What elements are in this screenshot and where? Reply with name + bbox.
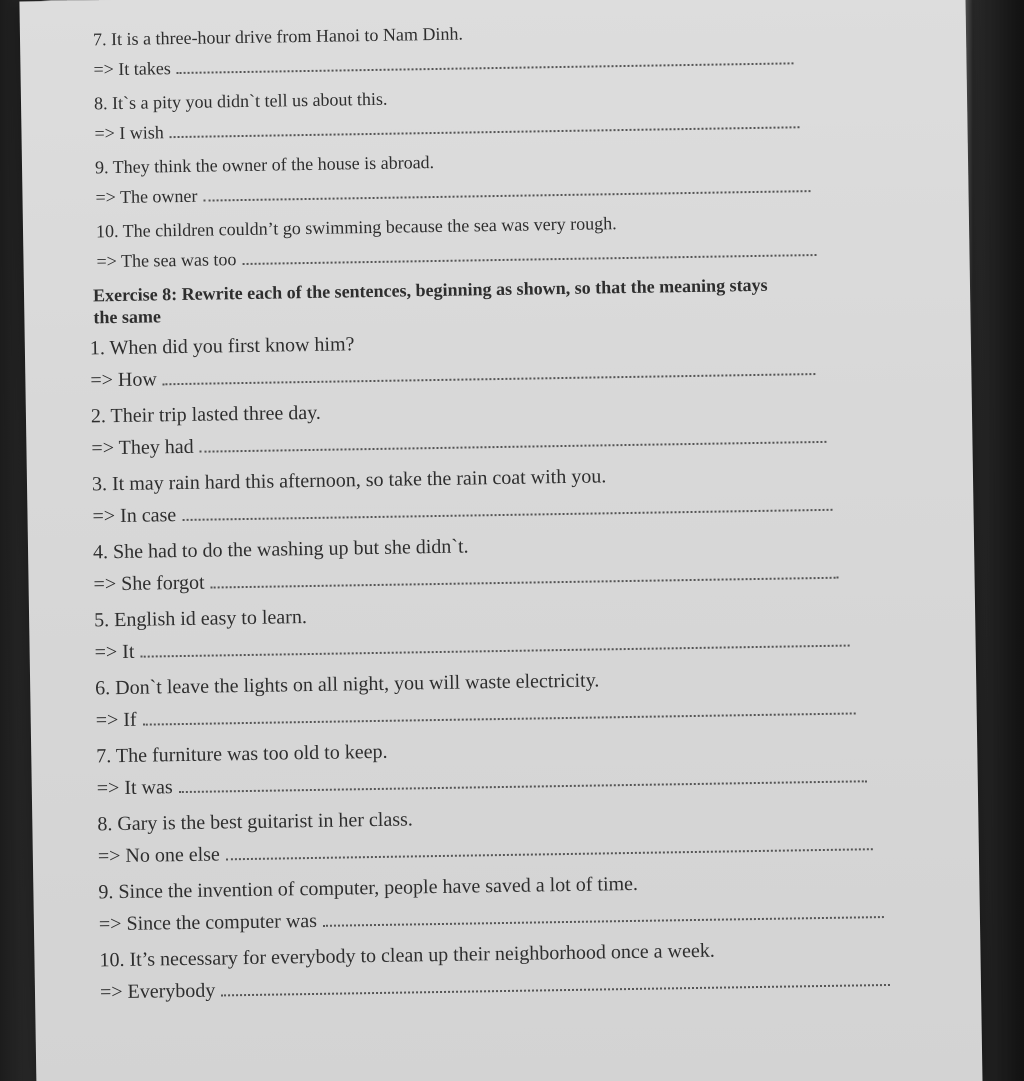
dotted-line (179, 766, 867, 793)
answer-line[interactable] (100, 968, 890, 1004)
dotted-line (203, 176, 810, 202)
answer-prompt: => They had (91, 435, 194, 460)
question-text: 9. Since the invention of computer, people have saved a lot of time. (98, 872, 639, 904)
answer-line[interactable] (96, 239, 816, 272)
question-text: 9. They think the owner of the house is abroad. (94, 152, 435, 178)
dotted-line (170, 112, 800, 138)
dotted-line (199, 427, 826, 453)
worksheet-content (75, 16, 890, 1004)
answer-prompt: => The owner (95, 185, 198, 208)
answer-line[interactable] (93, 47, 793, 80)
answer-line[interactable] (94, 111, 799, 144)
dotted-line (210, 563, 838, 589)
dotted-line (163, 359, 816, 385)
answer-line[interactable] (94, 629, 849, 665)
dotted-line (140, 631, 849, 658)
answer-prompt: => Everybody (99, 979, 216, 1004)
dotted-line (177, 48, 794, 74)
answer-prompt: => It was (96, 776, 173, 800)
answer-line[interactable] (97, 764, 867, 800)
answer-prompt: => It takes (93, 58, 171, 80)
answer-prompt: => If (95, 708, 137, 732)
question-text: 4. She had to do the washing up but she didn`t. (92, 535, 469, 564)
question-text: 8. Gary is the best guitarist in her class. (97, 808, 413, 836)
question-text: 1. When did you first know him? (89, 333, 355, 360)
exercise-title: Exercise 8: Rewrite each of the sentences, beginning as shown, so that the meaning stays the same (92, 274, 768, 328)
answer-prompt: => It (94, 640, 135, 664)
answer-line[interactable] (98, 832, 873, 868)
dotted-line (142, 698, 855, 725)
answer-prompt: => The sea was too (96, 249, 237, 272)
question-text: 3. It may rain hard this afternoon, so take the rain coat with you. (91, 465, 607, 496)
worksheet-page (19, 0, 982, 1081)
exercise-8-items (90, 324, 890, 1004)
question-text: 10. It’s necessary for everybody to clean up their neighborhood once a week. (99, 939, 715, 972)
question-text: 7. The furniture was too old to keep. (96, 740, 388, 768)
answer-prompt: => I wish (94, 122, 164, 144)
dotted-line (323, 902, 884, 927)
answer-line[interactable] (90, 357, 815, 392)
answer-prompt: => How (90, 368, 157, 392)
question-text: 6. Don`t leave the lights on all night, you will waste electricity. (95, 669, 600, 700)
question-text: 2. Their trip lasted three day. (90, 401, 322, 428)
answer-line[interactable] (96, 696, 856, 732)
answer-line[interactable] (92, 493, 832, 529)
answer-prompt: => No one else (97, 843, 220, 868)
answer-line[interactable] (93, 561, 838, 597)
answer-prompt: => Since the computer was (98, 909, 318, 936)
dotted-line (182, 495, 833, 521)
answer-line[interactable] (91, 425, 826, 461)
question-text: 10. The children couldn’t go swimming because the sea was very rough. (95, 213, 617, 242)
answer-prompt: => She forgot (93, 571, 205, 596)
answer-line[interactable] (99, 900, 884, 936)
dotted-line (221, 970, 890, 997)
question-text: 8. It`s a pity you didn`t tell us about this. (93, 88, 388, 114)
dotted-line (242, 240, 816, 265)
exercise-8 (93, 272, 880, 328)
previous-exercise (93, 16, 879, 272)
question-text: 5. English id easy to learn. (93, 606, 308, 632)
answer-line[interactable] (95, 175, 810, 208)
question-text: 7. It is a three-hour drive from Hanoi to Nam Dinh. (92, 23, 464, 50)
answer-prompt: => In case (92, 504, 177, 528)
dotted-line (226, 834, 873, 860)
